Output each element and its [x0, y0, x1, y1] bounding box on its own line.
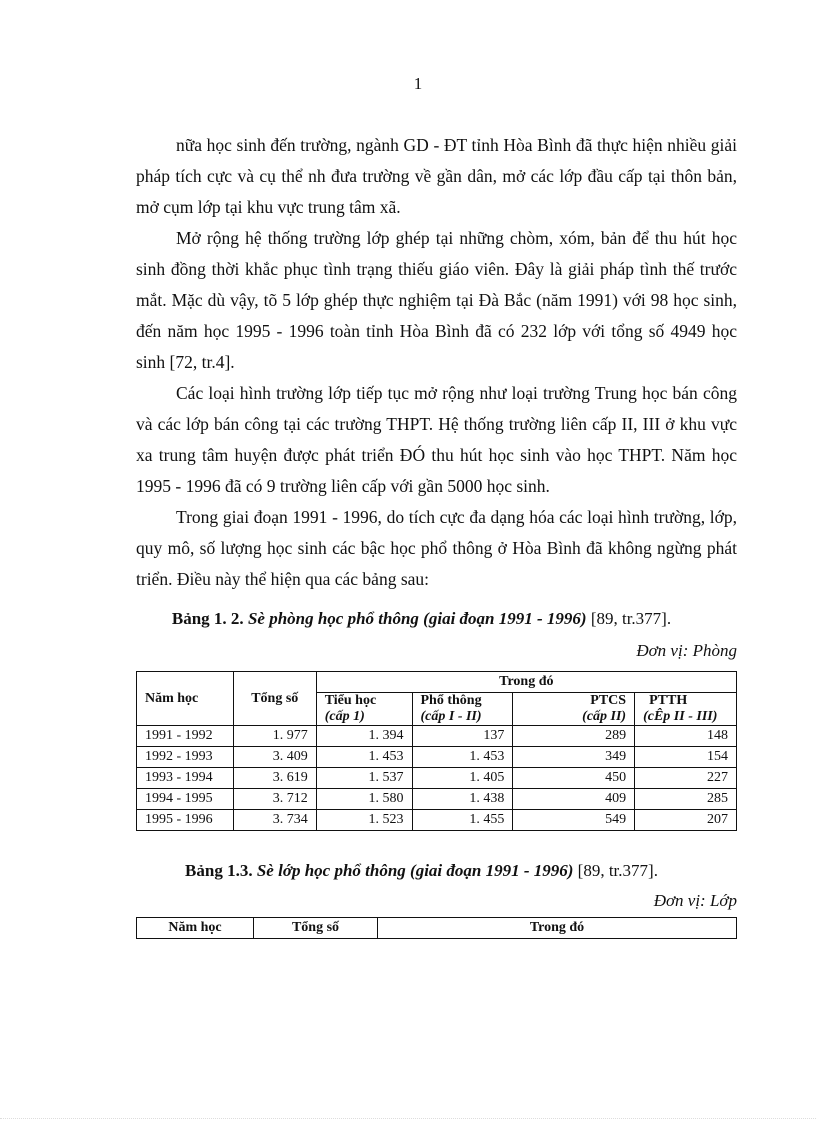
table-cell: 3. 619 [233, 768, 316, 789]
table-cell: 450 [513, 768, 635, 789]
table-cell: 3. 409 [233, 747, 316, 768]
table-cell: 1. 453 [412, 747, 513, 768]
table2-caption [106, 861, 737, 881]
table2-header-group: Trong đó [378, 918, 737, 939]
table-cell: 1. 394 [316, 726, 412, 747]
table-cell: 137 [412, 726, 513, 747]
table2-caption-title: Sè lớp học phổ thông (giai đoạn 1991 - 1996) [256, 861, 574, 880]
table1-header-group: Trong đó [316, 672, 736, 693]
table-cell: 285 [635, 789, 737, 810]
table2-header-total: Tổng số [254, 918, 378, 939]
table1-header-c2-sub: (cấp I - II) [420, 709, 482, 724]
table-cell: 1993 - 1994 [137, 768, 234, 789]
table-row [137, 789, 737, 810]
table1-caption-title: Sè phòng học phổ thông (giai đoạn 1991 - 1996) [247, 609, 587, 628]
table-row [137, 810, 737, 831]
table2 [136, 917, 737, 939]
table-cell: 1. 977 [233, 726, 316, 747]
table1-header-c2 [412, 693, 513, 726]
table1-header-c3-sub: (cấp II) [582, 709, 627, 724]
table-row [137, 768, 737, 789]
table2-header-year: Năm học [137, 918, 254, 939]
table-cell: 1. 453 [316, 747, 412, 768]
table-cell: 1994 - 1995 [137, 789, 234, 810]
table1 [136, 671, 737, 831]
paragraph-3: Các loại hình trường lớp tiếp tục mở rộng như loại trường Trung học bán công và các lớp bán công tại các trường THPT. Hệ thống trường liên cấp II, III ở khu vực xa trung tâm huyện được phát triển ĐÓ thu hút học sinh vào học THPT. Năm học 1995 - 1996 đã có 9 trường liên cấp với gần 5000 học sinh. [136, 383, 737, 496]
table1-unit: Đơn vị: Phòng [636, 641, 737, 660]
table-row [137, 747, 737, 768]
table1-header-c1-main: Tiểu học [324, 693, 377, 708]
table1-header-c4 [635, 693, 737, 726]
table1-header-c4-main: PTTH [649, 693, 688, 708]
table-cell: 1. 405 [412, 768, 513, 789]
table1-caption-ref: [89, tr.377]. [590, 609, 672, 628]
table-cell: 349 [513, 747, 635, 768]
table-cell: 1. 580 [316, 789, 412, 810]
page-number: 1 [413, 74, 423, 93]
table-cell: 1991 - 1992 [137, 726, 234, 747]
table1-header-c2-main: Phổ thông [420, 693, 482, 708]
table-cell: 1992 - 1993 [137, 747, 234, 768]
table1-header-c4-sub: (cÊp II - III) [643, 709, 718, 724]
table-cell: 1. 455 [412, 810, 513, 831]
table-cell: 289 [513, 726, 635, 747]
table-cell: 549 [513, 810, 635, 831]
table-cell: 409 [513, 789, 635, 810]
table-cell: 154 [635, 747, 737, 768]
table1-header-total: Tổng số [233, 672, 316, 726]
table2-caption-label: Bảng 1.3. [185, 861, 253, 880]
table-cell: 1. 537 [316, 768, 412, 789]
table-cell: 1995 - 1996 [137, 810, 234, 831]
page-bottom-divider [0, 1118, 816, 1119]
table-cell: 1. 438 [412, 789, 513, 810]
document-body [136, 130, 737, 939]
table1-header-year: Năm học [137, 672, 234, 726]
table2-unit: Đơn vị: Lớp [653, 891, 737, 910]
table2-caption-ref: [89, tr.377]. [577, 861, 658, 880]
table-cell: 1. 523 [316, 810, 412, 831]
paragraph-4: Trong giai đoạn 1991 - 1996, do tích cực đa dạng hóa các loại hình trường, lớp, quy mô, số lượng học sinh các bậc học phổ thông ở Hòa Bình đã không ngừng phát triển. Điều này thể hiện qua các bảng sau: [136, 507, 737, 589]
table1-caption-label: Bảng 1. 2. [171, 609, 244, 628]
table-cell: 148 [635, 726, 737, 747]
table-cell: 3. 734 [233, 810, 316, 831]
table1-caption [106, 609, 737, 629]
table1-header-c3-main: PTCS [590, 693, 627, 708]
table-cell: 3. 712 [233, 789, 316, 810]
table1-header-c1 [316, 693, 412, 726]
table-row [137, 726, 737, 747]
paragraph-1: nữa học sinh đến trường, ngành GD - ĐT tỉnh Hòa Bình đã thực hiện nhiều giải pháp tích cực và cụ thể nh đưa trường về gần dân, mở các lớp đầu cấp tại thôn bản, mở cụm lớp tại khu vực trung tâm xã. [136, 135, 737, 217]
table1-header-c3 [513, 693, 635, 726]
paragraph-2: Mở rộng hệ thống trường lớp ghép tại những chòm, xóm, bản để thu hút học sinh đồng thời khắc phục tình trạng thiếu giáo viên. Đây là giải pháp tình thế trước mắt. Mặc dù vậy, tõ 5 lớp ghép thực nghiệm tại Đà Bắc (năm 1991) với 98 học sinh, đến năm học 1995 - 1996 toàn tỉnh Hòa Bình đã có 232 lớp với tổng số 4949 học sinh [72, tr.4]. [136, 228, 737, 372]
table1-header-c1-sub: (cấp 1) [324, 709, 365, 724]
table-cell: 207 [635, 810, 737, 831]
table-cell: 227 [635, 768, 737, 789]
